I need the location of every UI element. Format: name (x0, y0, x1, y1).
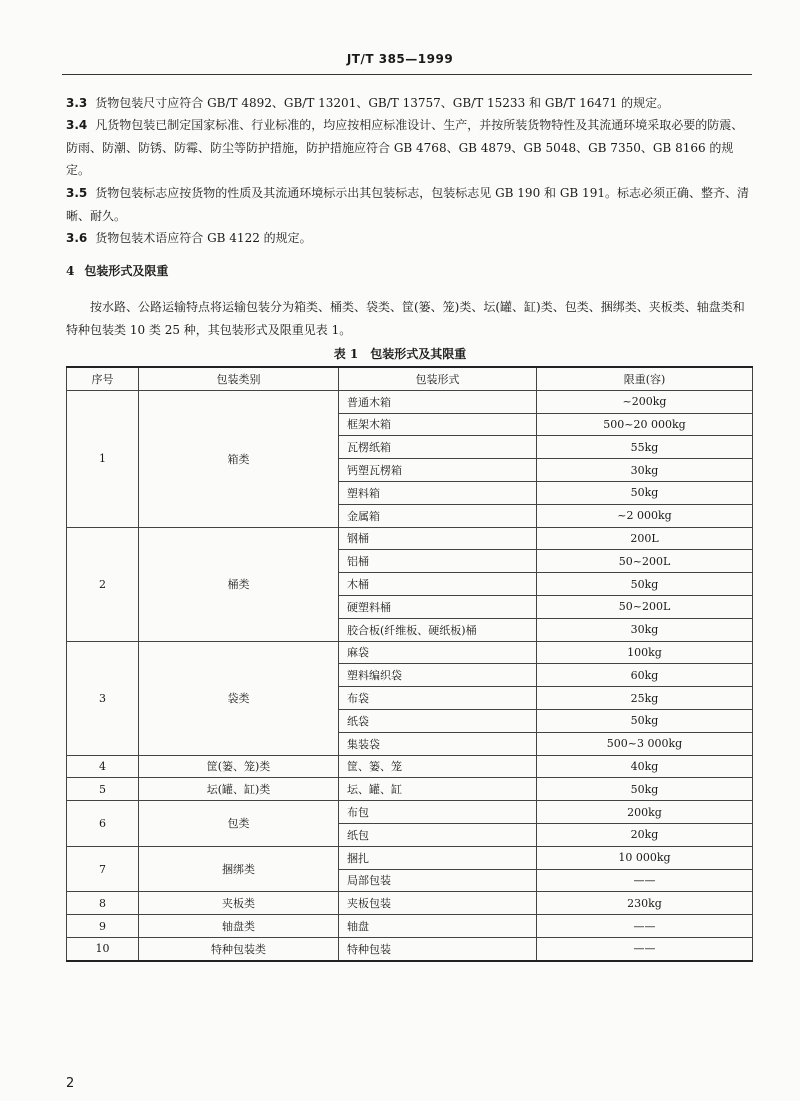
cell-limit: 200L (537, 527, 753, 550)
clause-number: 3.5 (66, 186, 88, 200)
clause-number: 3.4 (66, 118, 88, 132)
cell-limit: 500~3 000kg (537, 732, 753, 755)
header-category: 包装类别 (139, 367, 339, 390)
cell-form: 夹板包装 (339, 892, 537, 915)
cell-limit: 500~20 000kg (537, 413, 753, 436)
cell-limit: 50~200L (537, 595, 753, 618)
table-caption: 表 1 包装形式及其限重 (333, 347, 467, 361)
clause-text: 货物包装标志应按货物的性质及其流通环境标示出其包装标志，包装标志见 GB 190 和 GB 191。标志必须正确、整齐、清晰、耐久。 (66, 186, 749, 223)
cell-number: 1 (67, 390, 139, 527)
cell-form: 轴盘 (339, 915, 537, 938)
cell-limit: 60kg (537, 664, 753, 687)
cell-form: 塑料箱 (339, 481, 537, 504)
table-header-row (67, 367, 753, 390)
table-row (67, 527, 753, 550)
cell-category: 袋类 (139, 641, 339, 755)
cell-limit: 30kg (537, 618, 753, 641)
cell-limit: 230kg (537, 892, 753, 915)
document-header: JT/T 385—1999 (346, 52, 454, 66)
cell-number: 6 (67, 801, 139, 847)
cell-form: 捆扎 (339, 846, 537, 869)
cell-form: 筐、篓、笼 (339, 755, 537, 778)
section-paragraph: 按水路、公路运输特点将运输包装分为箱类、桶类、袋类、筐(篓、笼)类、坛(罐、缸)类、包类、捆绑类、夹板类、轴盘类和特种包装类 10 类 25 种，其包装形式及限重见表 1。 (66, 300, 745, 337)
cell-form: 纸袋 (339, 709, 537, 732)
cell-number: 10 (67, 937, 139, 960)
header-form: 包装形式 (339, 367, 537, 390)
table-row (67, 937, 753, 960)
cell-limit: —— (537, 915, 753, 938)
cell-number: 2 (67, 527, 139, 641)
section-title: 包装形式及限重 (84, 264, 169, 278)
cell-form: 硬塑料桶 (339, 595, 537, 618)
cell-form: 铝桶 (339, 550, 537, 573)
cell-category: 箱类 (139, 390, 339, 527)
cell-limit: 10 000kg (537, 846, 753, 869)
cell-form: 钙塑瓦楞箱 (339, 459, 537, 482)
cell-form: 特种包装 (339, 937, 537, 960)
cell-limit: —— (537, 937, 753, 960)
cell-number: 7 (67, 846, 139, 892)
table-row (67, 390, 753, 413)
cell-number: 8 (67, 892, 139, 915)
header-no: 序号 (67, 367, 139, 390)
table-row (67, 778, 753, 801)
cell-form: 布袋 (339, 687, 537, 710)
cell-limit: ~2 000kg (537, 504, 753, 527)
cell-category: 桶类 (139, 527, 339, 641)
cell-form: 普通木箱 (339, 390, 537, 413)
cell-form: 木桶 (339, 573, 537, 596)
cell-category: 捆绑类 (139, 846, 339, 892)
cell-limit: 20kg (537, 823, 753, 846)
cell-number: 5 (67, 778, 139, 801)
table-row (67, 755, 753, 778)
clause-number: 3.3 (66, 96, 88, 110)
clause-3-3 (66, 92, 752, 115)
cell-form: 集装袋 (339, 732, 537, 755)
cell-limit: 50~200L (537, 550, 753, 573)
cell-category: 特种包装类 (139, 937, 339, 960)
cell-limit: 40kg (537, 755, 753, 778)
cell-form: 钢桶 (339, 527, 537, 550)
table-body (67, 390, 753, 960)
clause-text: 凡货物包装已制定国家标准、行业标准的，均应按相应标准设计、生产，并按所装货物特性及其流通环境采取必要的防震、防雨、防潮、防锈、防霉、防尘等防护措施，防护措施应符合 GB 4768、GB 4879、GB 5048、GB 7350、GB 8166 的规定。 (66, 118, 744, 177)
cell-number: 9 (67, 915, 139, 938)
clause-number: 3.6 (66, 231, 88, 245)
cell-form: 金属箱 (339, 504, 537, 527)
header-limit: 限重(容) (537, 367, 753, 390)
cell-category: 轴盘类 (139, 915, 339, 938)
page-number: 2 (66, 1076, 75, 1091)
clause-text: 货物包装尺寸应符合 GB/T 4892、GB/T 13201、GB/T 13757、GB/T 15233 和 GB/T 16471 的规定。 (95, 96, 670, 110)
table-row (67, 915, 753, 938)
table-row (67, 641, 753, 664)
cell-form: 瓦楞纸箱 (339, 436, 537, 459)
clause-text: 货物包装术语应符合 GB 4122 的规定。 (95, 231, 312, 245)
cell-form: 胶合板(纤维板、硬纸板)桶 (339, 618, 537, 641)
clause-3-5 (66, 182, 752, 227)
cell-category: 包类 (139, 801, 339, 847)
cell-form: 布包 (339, 801, 537, 824)
cell-limit: 30kg (537, 459, 753, 482)
table-row (67, 846, 753, 869)
cell-limit: ~200kg (537, 390, 753, 413)
cell-form: 麻袋 (339, 641, 537, 664)
cell-number: 4 (67, 755, 139, 778)
cell-limit: 25kg (537, 687, 753, 710)
cell-number: 3 (67, 641, 139, 755)
cell-category: 夹板类 (139, 892, 339, 915)
table-row (67, 892, 753, 915)
cell-limit: 200kg (537, 801, 753, 824)
cell-form: 坛、罐、缸 (339, 778, 537, 801)
cell-limit: 50kg (537, 709, 753, 732)
cell-limit: 55kg (537, 436, 753, 459)
cell-limit: 50kg (537, 481, 753, 504)
cell-limit: —— (537, 869, 753, 892)
cell-category: 筐(篓、笼)类 (139, 755, 339, 778)
cell-limit: 50kg (537, 573, 753, 596)
cell-limit: 100kg (537, 641, 753, 664)
clause-3-6 (66, 227, 752, 250)
header-rule (62, 74, 752, 75)
packaging-table (66, 366, 753, 962)
section-number: 4 (66, 264, 75, 278)
cell-limit: 50kg (537, 778, 753, 801)
cell-form: 塑料编织袋 (339, 664, 537, 687)
clause-3-4 (66, 114, 752, 182)
section-heading (66, 262, 168, 279)
table-row (67, 801, 753, 824)
cell-form: 局部包装 (339, 869, 537, 892)
cell-category: 坛(罐、缸)类 (139, 778, 339, 801)
cell-form: 纸包 (339, 823, 537, 846)
cell-form: 框架木箱 (339, 413, 537, 436)
